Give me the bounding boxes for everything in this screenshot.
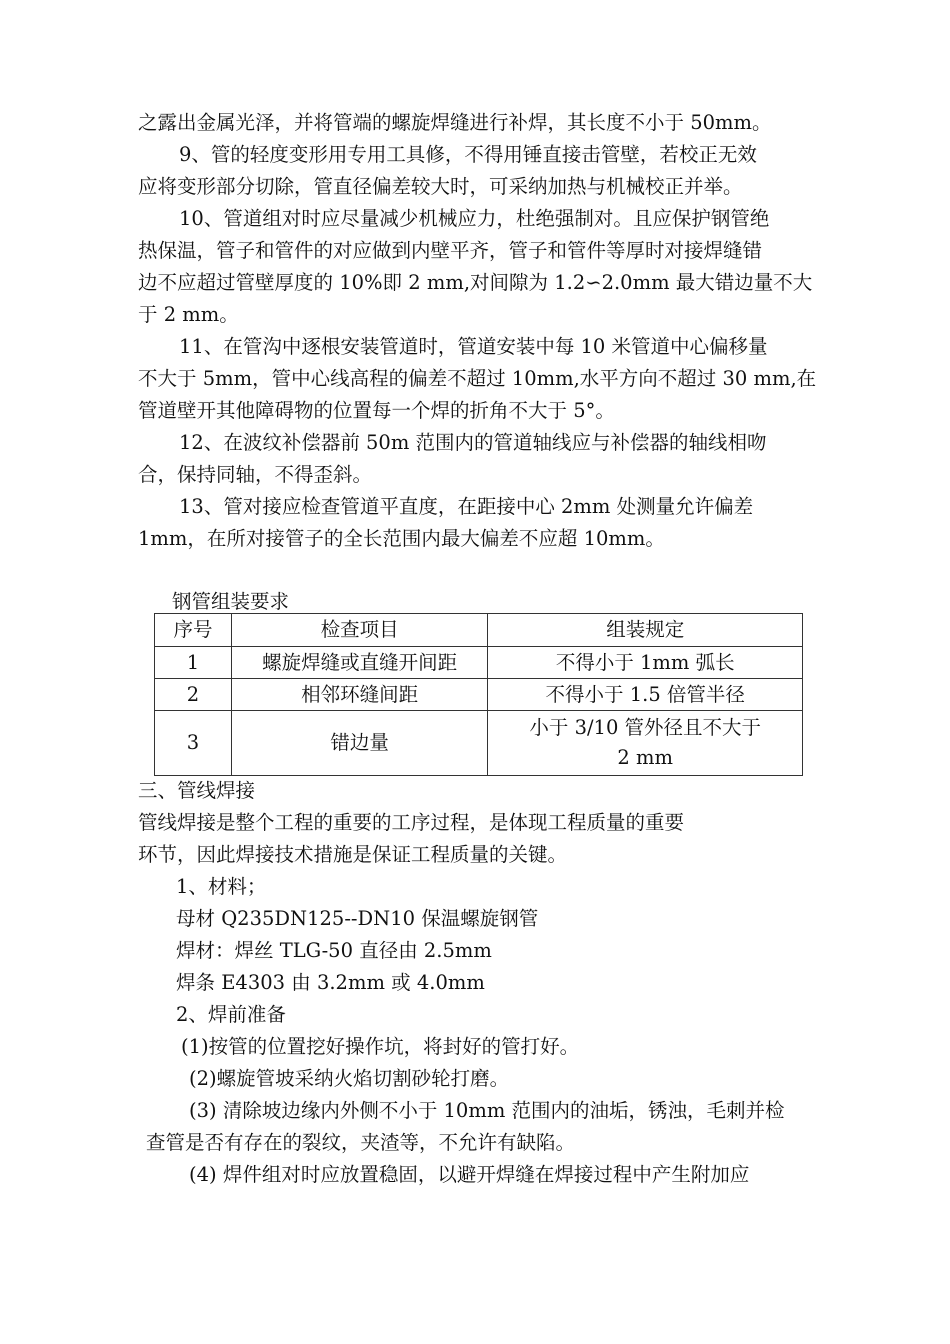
paragraph-line: (4) 焊件组对时应放置稳固，以避开焊缝在焊接过程中产生附加应: [189, 1163, 750, 1186]
row-check-item: 相邻环缝间距: [231, 679, 488, 711]
paragraph-line: 12、在波纹补偿器前 50m 范围内的管道轴线应与补偿器的轴线相吻: [179, 431, 767, 454]
row-rule: 不得小于 1mm 弧长: [488, 647, 803, 679]
paragraph-line: 13、管对接应检查管道平直度，在距接中心 2mm 处测量允许偏差: [179, 495, 754, 518]
paragraph-line: 焊材：焊丝 TLG-50 直径由 2.5mm: [176, 939, 492, 962]
row-check-item: 螺旋焊缝或直缝开间距: [231, 647, 488, 679]
paragraph-line: 环节，因此焊接技术措施是保证工程质量的关键。: [138, 843, 568, 866]
paragraph-line: 9、管的轻度变形用专用工具修，不得用锤直接击管壁，若校正无效: [179, 143, 757, 166]
assembly-requirements-table: [154, 613, 803, 776]
paragraph-line: 11、在管沟中逐根安装管道时，管道安装中每 10 米管道中心偏移量: [179, 335, 768, 358]
row-rule: [488, 711, 803, 776]
row-index: 3: [155, 711, 232, 776]
paragraph-line: 1mm，在所对接管子的全长范围内最大偏差不应超 10mm。: [138, 527, 665, 550]
row-index: 2: [155, 679, 232, 711]
table-row: [155, 711, 803, 776]
row-rule-line: 小于 3/10 管外径且不大于: [529, 716, 762, 739]
table-row: [155, 647, 803, 679]
header-check-item: 检查项目: [231, 614, 488, 647]
row-check-item: 错边量: [231, 711, 488, 776]
table-caption: 钢管组装要求: [172, 590, 290, 613]
paragraph-line: 管道壁开其他障碍物的位置每一个焊的折角不大于 5°。: [138, 399, 615, 422]
paragraph-line: (1)按管的位置挖好操作坑，将封好的管打好。: [181, 1035, 580, 1058]
paragraph-line: 应将变形部分切除，管直径偏差较大时，可采纳加热与机械校正并举。: [138, 175, 743, 198]
table-header-row: [155, 614, 803, 647]
paragraph-line: (3) 清除坡边缘内外侧不小于 10mm 范围内的油垢，锈浊，毛刺并检: [189, 1099, 785, 1122]
paragraph-line: (2)螺旋管坡采纳火焰切割砂轮打磨。: [189, 1067, 510, 1090]
paragraph-line: 不大于 5mm，管中心线高程的偏差不超过 10mm,水平方向不超过 30 mm,在: [138, 367, 817, 390]
paragraph-line: 10、管道组对时应尽量减少机械应力，杜绝强制对。且应保护钢管绝: [179, 207, 770, 230]
paragraph-line: 查管是否有存在的裂纹，夹渣等，不允许有缺陷。: [146, 1131, 576, 1154]
paragraph-line: 1、材料；: [176, 875, 267, 898]
table-row: [155, 679, 803, 711]
section-heading: 三、管线焊接: [138, 779, 256, 802]
paragraph-line: 焊条 E4303 由 3.2mm 或 4.0mm: [176, 971, 485, 994]
paragraph-line: 2、焊前准备: [176, 1003, 286, 1026]
header-index: 序号: [155, 614, 232, 647]
paragraph-line: 合，保持同轴，不得歪斜。: [138, 463, 373, 486]
paragraph-line: 母材 Q235DN125--DN10 保温螺旋钢管: [176, 907, 539, 930]
paragraph-line: 于 2 mm。: [138, 303, 239, 326]
paragraph-line: 管线焊接是整个工程的重要的工序过程，是体现工程质量的重要: [138, 811, 685, 834]
row-rule-line: 2 mm: [617, 746, 674, 769]
row-index: 1: [155, 647, 232, 679]
paragraph-line: 之露出金属光泽，并将管端的螺旋焊缝进行补焊，其长度不小于 50mm。: [138, 111, 772, 134]
paragraph-line: 边不应超过管壁厚度的 10%即 2 mm,对间隙为 1.2∽2.0mm 最大错边量不大: [138, 271, 813, 294]
row-rule: 不得小于 1.5 倍管半径: [488, 679, 803, 711]
paragraph-line: 热保温，管子和管件的对应做到内壁平齐，管子和管件等厚时对接焊缝错: [138, 239, 763, 262]
header-rule: 组装规定: [488, 614, 803, 647]
